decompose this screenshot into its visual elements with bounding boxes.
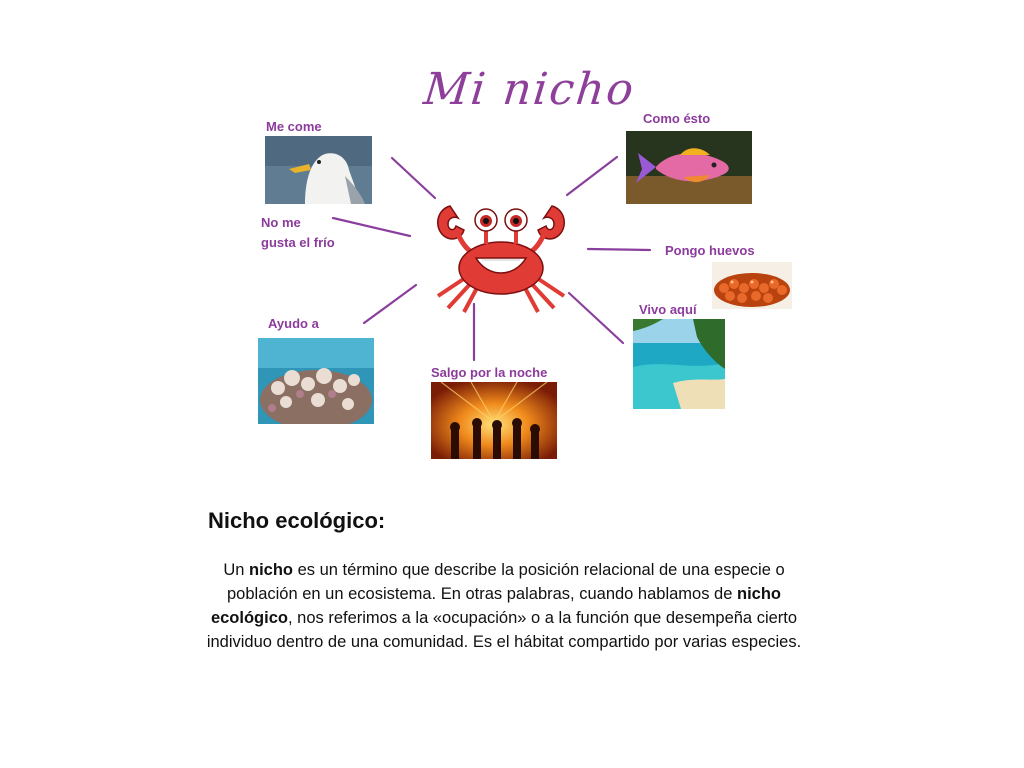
- coral-reef-photo: [258, 338, 374, 424]
- eggs-photo: [712, 262, 792, 309]
- seagull-photo: [265, 136, 372, 204]
- label-ayudo-a: Ayudo a: [268, 316, 319, 331]
- label-pongo-huevos: Pongo huevos: [665, 243, 755, 258]
- beach-photo: [633, 319, 725, 409]
- diagram-title: Mi nicho: [421, 64, 638, 115]
- crab-illustration: [428, 196, 574, 314]
- definition-paragraph: [200, 558, 808, 654]
- paragraph-text-2: es un término que describe la posición relacional de una especie o población en un ecosistema. En otras palabras, cuando hablamos de: [227, 561, 785, 603]
- label-como-esto: Como ésto: [643, 111, 711, 126]
- fish-photo: [626, 131, 752, 204]
- bold-term-nicho: nicho: [249, 561, 294, 579]
- label-vivo-aqui: Vivo aquí: [639, 302, 697, 317]
- label-salgo-por-la-noche: Salgo por la noche: [431, 365, 548, 380]
- section-heading: Nicho ecológico:: [208, 508, 386, 533]
- label-me-come: Me come: [266, 119, 322, 134]
- label-no-me-gusta-el-frio: No me gusta el frío: [261, 215, 335, 250]
- paragraph-text-1: Un: [223, 561, 250, 579]
- paragraph-text-3: , nos referimos a la «ocupación» o a la función que desempeña cierto individuo dentro de una comunidad. Es el hábitat compartido por varias especies.: [206, 609, 802, 651]
- bold-term-nicho-ecologico: nicho ecológico: [210, 585, 781, 627]
- night-party-photo: [431, 382, 557, 459]
